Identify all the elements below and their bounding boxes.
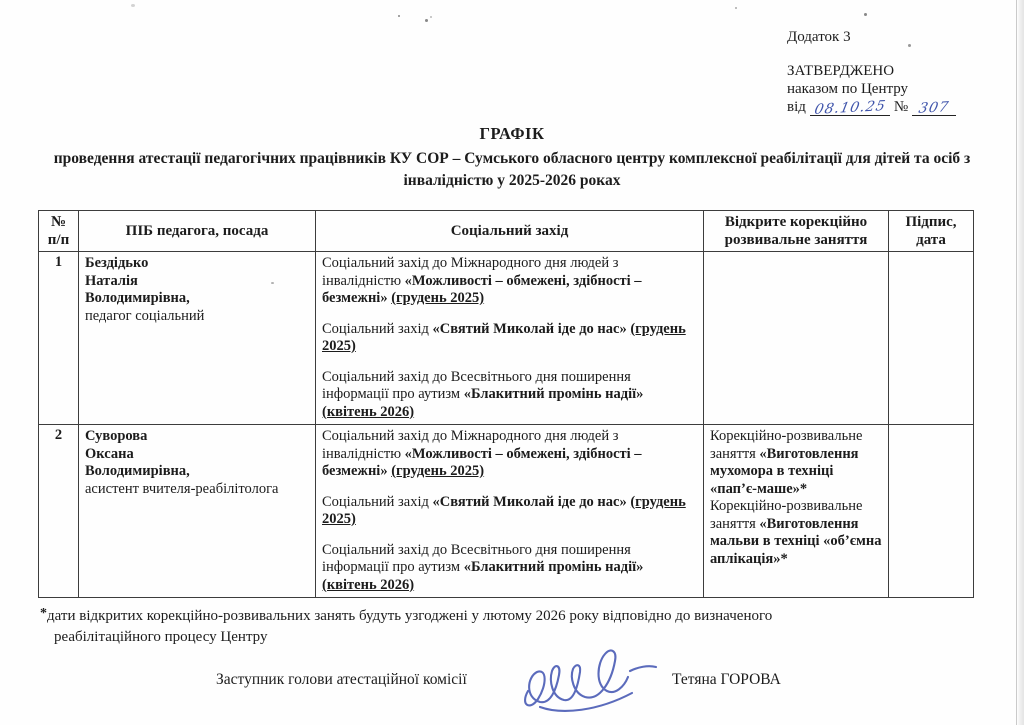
- social-events-cell: Соціальний захід до Міжнародного дня людей з інвалідністю «Можливості – обмежені, здібності – безмежні» (грудень 2025) Соціальний захід «Святий Миколай іде до нас» (грудень 2025) Соціальний захід до Всесвітнього дня поширення інформації про аутизм «Блакитний промінь надії» (квітень 2026): [316, 252, 704, 425]
- header-row: [39, 211, 974, 252]
- approval-block: [787, 28, 956, 116]
- document-subtitle: проведення атестації педагогічних працівників КУ СОР – Сумського обласного центру комплексної реабілітації для дітей та осіб з інвалідністю у 2025-2026 роках: [53, 150, 971, 189]
- teacher-cell: Бездідько Наталія Володимирівна, педагог соціальний: [79, 252, 316, 425]
- teacher-cell: Суворова Оксана Володимирівна, асистент вчителя-реабілітолога: [79, 425, 316, 598]
- order-date-line: [787, 98, 956, 116]
- order-line: наказом по Центру: [787, 81, 909, 97]
- from-label: від: [787, 99, 806, 115]
- footnote-marker: *: [40, 606, 47, 621]
- appendix-label: Додаток 3: [787, 29, 851, 45]
- open-lesson-cell: [704, 252, 889, 425]
- handwritten-signature: [514, 641, 664, 715]
- table-row: [39, 252, 974, 425]
- schedule-table-wrap: [38, 210, 974, 598]
- number-sign: №: [893, 99, 909, 115]
- scan-speck: [425, 19, 428, 22]
- number-underline: [912, 99, 956, 116]
- approved-label: ЗАТВЕРДЖЕНО: [787, 63, 895, 79]
- scan-speck: [735, 7, 737, 9]
- social-events-cell: Соціальний захід до Міжнародного дня людей з інвалідністю «Можливості – обмежені, здібності – безмежні» (грудень 2025) Соціальний захід «Святий Миколай іде до нас» (грудень 2025) Соціальний захід до Всесвітнього дня поширення інформації про аутизм «Блакитний промінь надії» (квітень 2026): [316, 425, 704, 598]
- table-row: [39, 425, 974, 598]
- document-title-block: [0, 124, 1024, 191]
- signature-date-cell: [889, 252, 974, 425]
- col-header-teacher: ПІБ педагога, посада: [79, 211, 316, 252]
- signer-title: Заступник голови атестаційної комісії: [216, 671, 467, 688]
- signer-name: Тетяна ГОРОВА: [672, 671, 781, 688]
- col-header-social-event: Соціальний захід: [316, 211, 704, 252]
- row-number: 2: [39, 425, 79, 598]
- scan-speck: [398, 15, 400, 17]
- handwritten-date: 08.10.25: [812, 98, 888, 118]
- scan-speck: [864, 13, 867, 16]
- row-number: 1: [39, 252, 79, 425]
- col-header-signature: Підпис, дата: [889, 211, 974, 252]
- col-header-open-lesson: Відкрите корекційно розвивальне заняття: [704, 211, 889, 252]
- scan-speck: [430, 16, 432, 18]
- open-lesson-cell: Корекційно-розвивальне заняття «Виготовлення мухомора в техніці «пап’є-маше»* Корекційно-розвивальне заняття «Виготовлення мальви в техніці «об’ємна аплікація»*: [704, 425, 889, 598]
- footnote-text: дати відкритих корекційно-розвивальних занять будуть узгоджені у лютому 2026 року відповідно до визначеного реабілітаційного процесу Центру: [47, 608, 773, 645]
- scan-speck: [131, 4, 135, 7]
- scan-edge: [1016, 0, 1024, 725]
- footnote: [40, 603, 796, 648]
- handwritten-number: 307: [917, 99, 951, 117]
- signature-date-cell: [889, 425, 974, 598]
- document-title: ГРАФІК: [479, 124, 545, 143]
- schedule-table: [38, 210, 974, 598]
- col-header-number: № п/п: [39, 211, 79, 252]
- date-underline: [810, 99, 890, 116]
